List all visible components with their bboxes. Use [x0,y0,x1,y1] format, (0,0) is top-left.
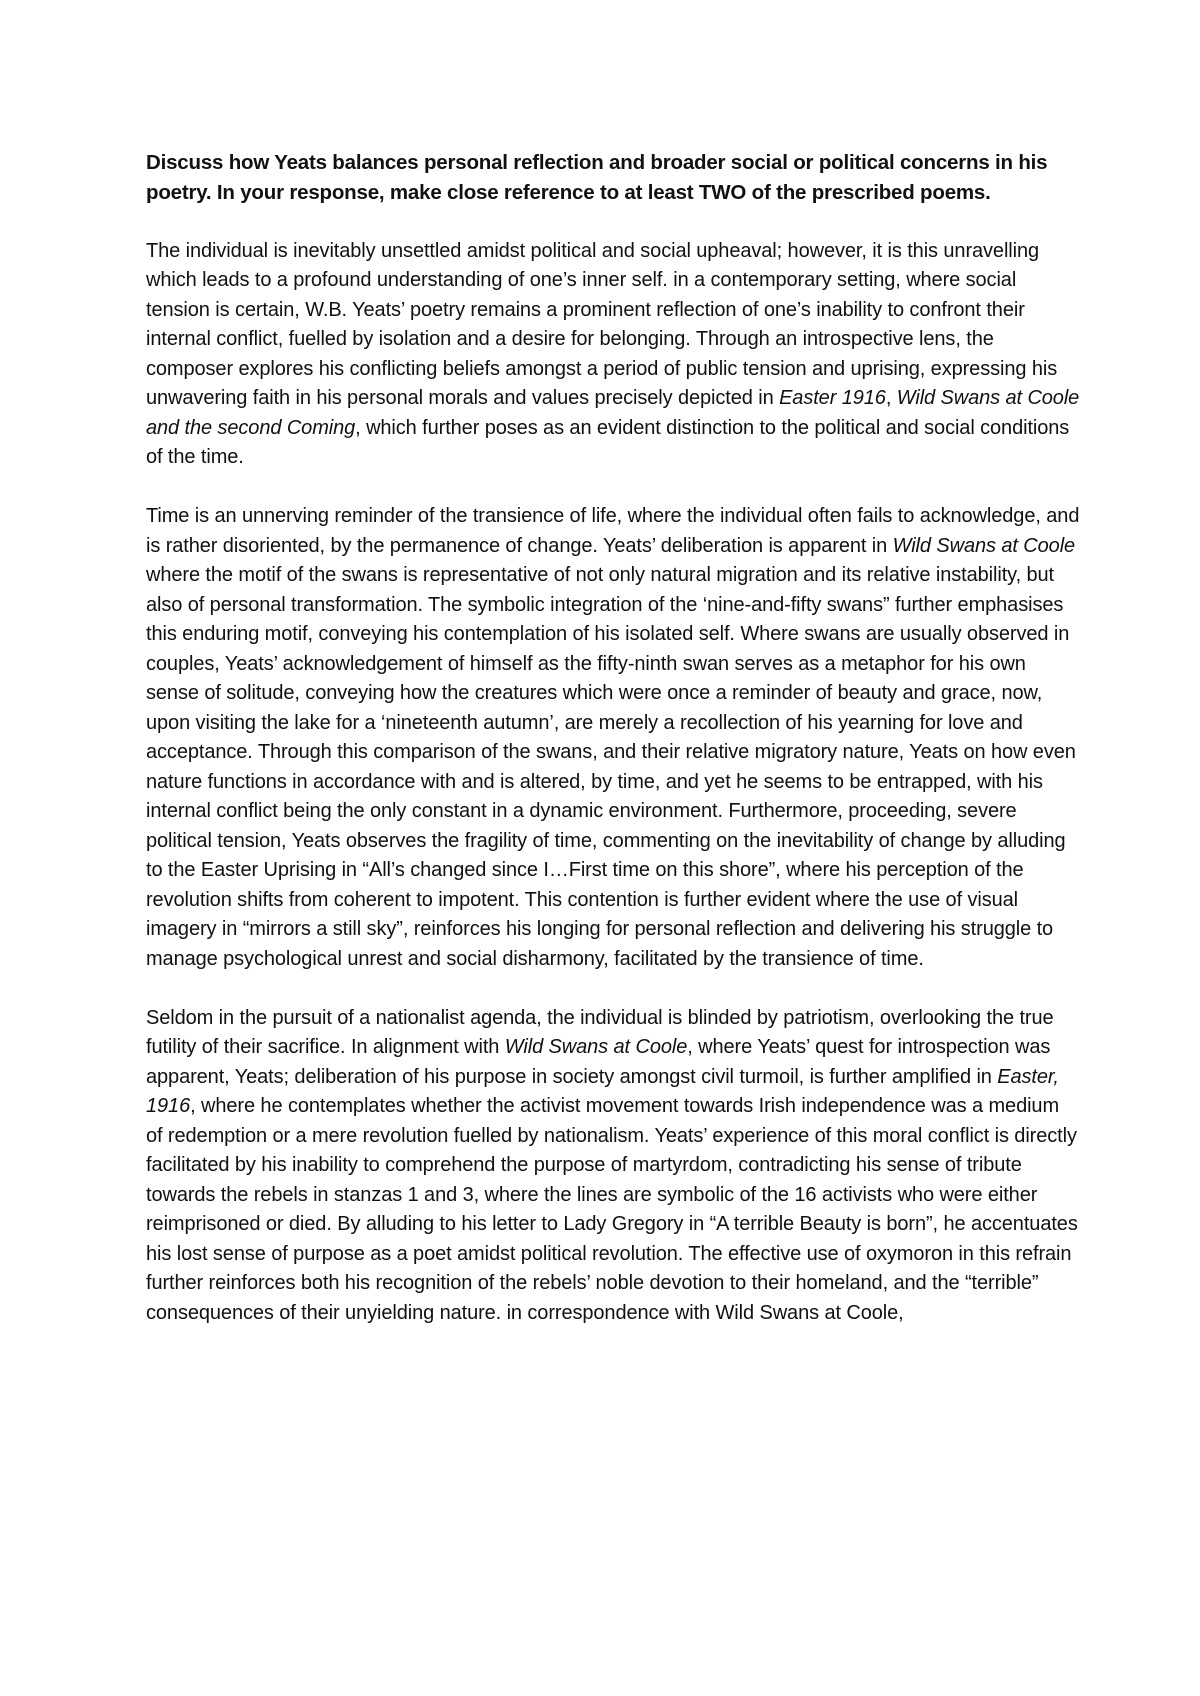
poem-title-easter-1916: Easter, 1916 [146,1065,1059,1117]
paragraph-1-text: The individual is inevitably unsettled amidst political and social upheaval; however, it is this unravelling which leads to a profound understanding of one’s inner self. in a contemporary setting, where social tension is certain, W.B. Yeats’ poetry remains a prominent reflection of one’s inability to confront their internal conflict, fuelled by isolation and a desire for belonging. Through an introspective lens, the composer explores his conflicting beliefs amongst a period of public tension and uprising, expressing his unwavering faith in his personal morals and values precisely depicted in [146,239,1058,409]
paragraph-3-text: , where he contemplates whether the activist movement towards Irish independence was a medium of redemption or a mere revolution fuelled by nationalism. Yeats’ experience of this moral conflict is directly facilitated by his inability to comprehend the purpose of martyrdom, contradicting his sense of tribute towards the rebels in stanzas 1 and 3, where the lines are symbolic of the 16 activists who were either reimprisoned or died. By alluding to his letter to Lady Gregory in “A terrible Beauty is born”, he accentuates his lost sense of purpose as a poet amidst political revolution. The effective use of oxymoron in this refrain further reinforces both his recognition of the rebels’ noble devotion to their homeland, and the “terrible” consequences of their unyielding nature. in correspondence with Wild Swans at Coole, [146,1095,1078,1324]
essay-question: Discuss how Yeats balances personal reflection and broader social or political concerns in his poetry. In your response, make close reference to at least TWO of the prescribed poems. [146,151,1048,204]
poem-title-easter-1916: Easter 1916 [779,387,886,409]
paragraph-1-text: , which further poses as an evident distinction to the political and social conditions of the time. [146,416,1070,468]
poem-title-wild-swans: Wild Swans at Coole [892,534,1076,557]
paragraph-3-text: , where Yeats’ quest for introspection was apparent, Yeats; deliberation of his purpose in society amongst civil turmoil, is further amplified in [146,1036,1051,1088]
poem-title-wild-swans: Wild Swans at Coole and the second Coming [146,387,1080,439]
paragraph-1-text: , [885,387,897,409]
poem-title-wild-swans: Wild Swans at Coole [504,1036,688,1058]
paragraph-2-text: where the motif of the swans is representative of not only natural migration and its relative instability, but also of personal transformation. The symbolic integration of the ‘nine-and-fifty swans” further emphasises this enduring motif, conveying his contemplation of his isolated self. Where swans are usually observed in couples, Yeats’ acknowledgement of himself as the fifty-ninth swan serves as a metaphor for his own sense of solitude, conveying how the creatures which were once a reminder of beauty and grace, now, upon visiting the lake for a ‘nineteenth autumn’, are merely a recollection of his yearning for love and acceptance. Through this comparison of the swans, and their relative migratory nature, Yeats on how even nature functions in accordance with and is altered, by time, and yet he seems to be entrapped, with his internal conflict being the only constant in a dynamic environment. Furthermore, proceeding, severe political tension, Yeats observes the fragility of time, commenting on the inevitability of change by alluding to the Easter Uprising in “All’s changed since I…First time on this shore”, where his perception of the revolution shifts from coherent to impotent. This contention is further evident where the use of visual imagery in “mirrors a still sky”, reinforces his longing for personal reflection and delivering his struggle to manage psychological unrest and social disharmony, facilitated by the transience of time. [146,564,1076,970]
paragraph-2-text: Time is an unnerving reminder of the transience of life, where the individual often fails to acknowledge, and is rather disoriented, by the permanence of change. Yeats’ deliberation is apparent in [146,505,1080,557]
paragraph-3 [146,1004,1080,1329]
paragraph-1 [146,237,1080,473]
paragraph-2 [146,502,1080,974]
paragraph-3-text: Seldom in the pursuit of a nationalist agenda, the individual is blinded by patriotism, overlooking the true futility of their sacrifice. In alignment with [146,1006,1054,1058]
